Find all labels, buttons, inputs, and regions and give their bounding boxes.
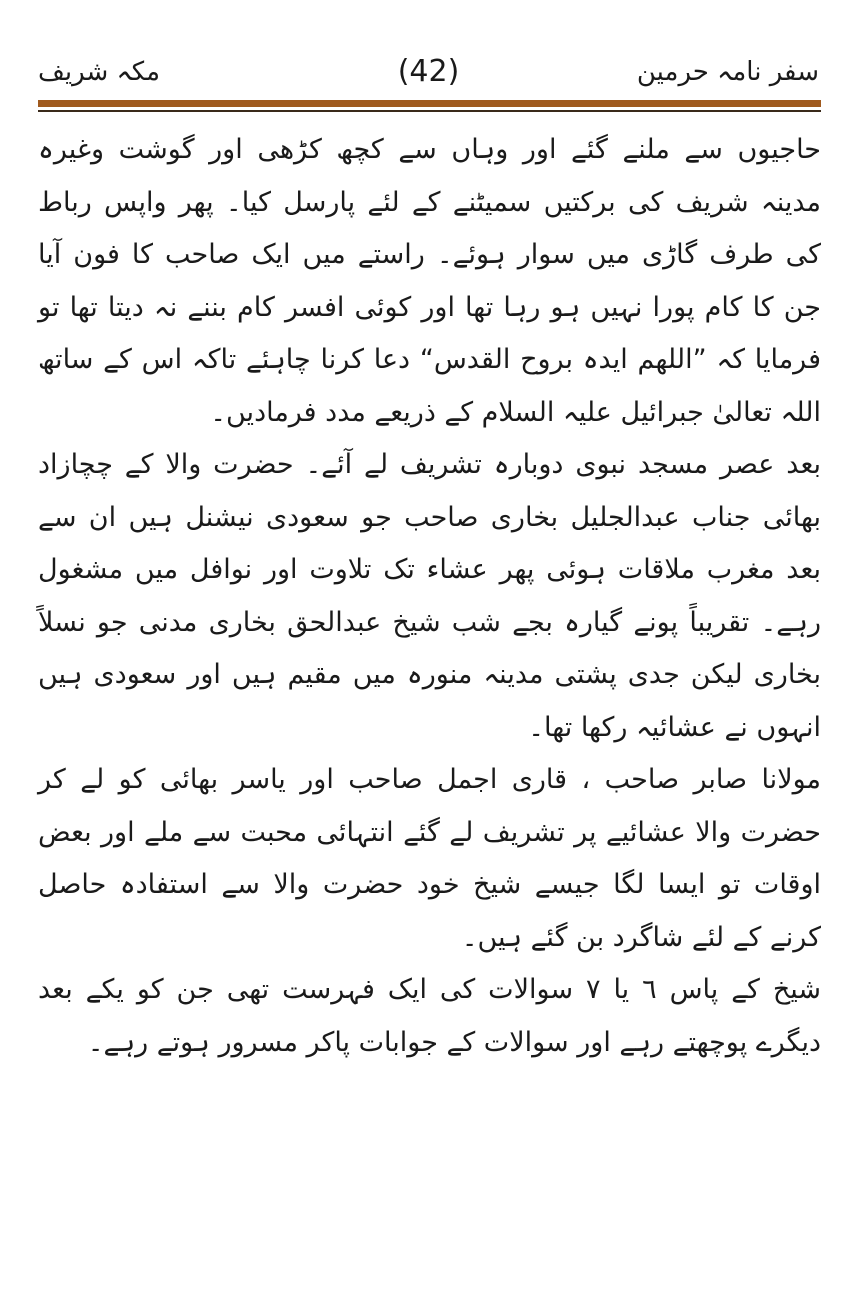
paragraph-4: شیخ کے پاس ٦ یا ٧ سوالات کی ایک فہرست تھی جن کو یکے بعد دیگرے پوچھتے رہے اور سوالات کے جوابات پاکر مسرور ہوتے رہے۔: [38, 974, 822, 1058]
page-number: (42): [397, 54, 460, 89]
paragraph-1: حاجیوں سے ملنے گئے اور وہاں سے کچھ کڑھی اور گوشت وغیرہ مدینہ شریف کی برکتیں سمیٹنے کے لئے پارسل کیا۔ پھر واپس رباط کی طرف گاڑی میں سوار ہوئے۔ راستے میں ایک صاحب کا فون آیا جن کا کام پورا نہیں ہو رہا تھا اور کوئی افسر کام بننے نہ دیتا تھا تو فرمایا کہ ”اللھم ایدہ بروح القدس“ دعا کرنا چاہئے تاکہ اس کے ساتھ اللہ تعالیٰ جبرائیل علیہ السلام کے ذریعے مدد فرمادیں۔: [38, 134, 821, 428]
page-header: [38, 52, 819, 92]
paragraph-2: بعد عصر مسجد نبوی دوبارہ تشریف لے آئے۔ حضرت والا کے چچازاد بھائی جناب عبدالجلیل بخاری صاحب جو سعودی نیشنل ہیں ان سے بعد مغرب ملاقات ہوئی پھر عشاء تک تلاوت اور نوافل میں مشغول رہے۔ تقریباً پونے گیارہ بجے شب شیخ عبدالحق بخاری مدنی جو نسلاً بخاری لیکن جدی پشتی مدینہ منورہ میں مقیم ہیں اور سعودی ہیں انہوں نے عشائیہ رکھا تھا۔: [38, 449, 821, 743]
body-text: [38, 124, 821, 1069]
paragraph-3: مولانا صابر صاحب ، قاری اجمل صاحب اور یاسر بھائی کو لے کر حضرت والا عشائیے پر تشریف لے گئے انتہائی محبت سے ملے اور بعض اوقات تو ایسا لگا جیسے شیخ خود حضرت والا سے استفادہ حاصل کرنے کے لئے شاگرد بن گئے ہیں۔: [38, 764, 821, 953]
header-rule-thin: [38, 110, 821, 112]
header-rule-thick: [38, 100, 821, 107]
book-title: سفر نامہ حرمین: [636, 57, 819, 87]
chapter-title: مکہ شریف: [38, 57, 161, 87]
